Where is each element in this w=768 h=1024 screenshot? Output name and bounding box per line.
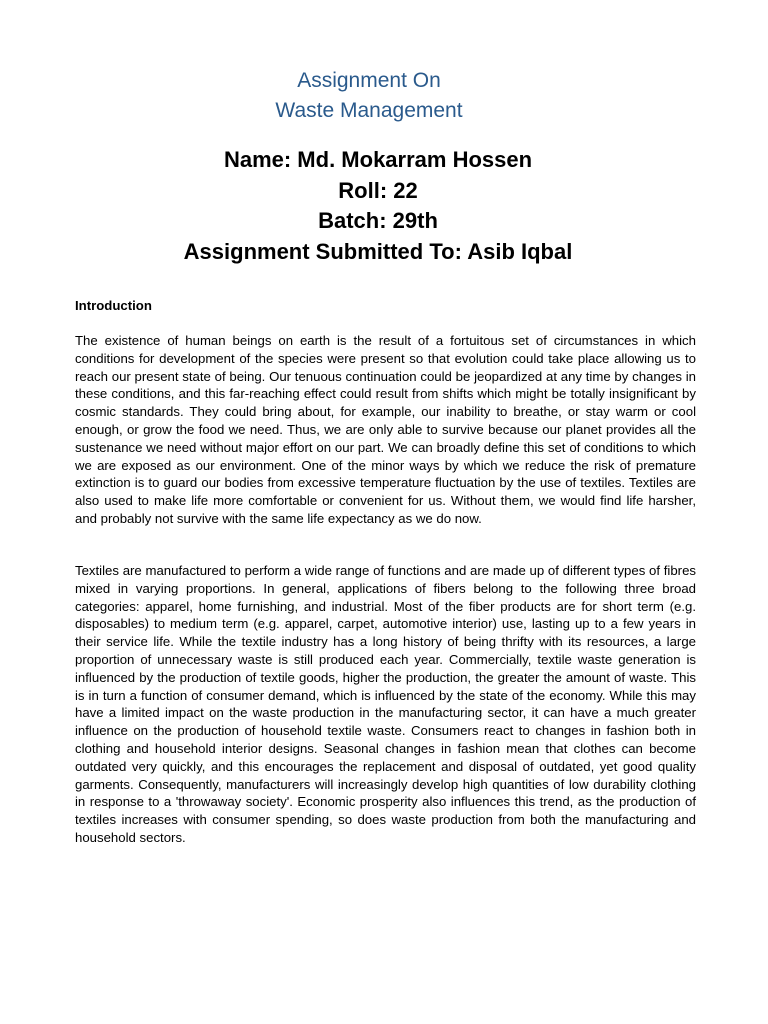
title-line-1: Assignment On — [297, 69, 441, 92]
title-line-2: Waste Management — [275, 99, 463, 122]
author-name: Name: Md. Mokarram Hossen — [223, 147, 533, 172]
paragraph-2: Textiles are manufactured to perform a wide range of functions and are made up of different types of fibres mixed in varying proportions. In general, applications of fibers belong to the following three broad categories: apparel, home furnishing, and industrial. Most of the fiber products are for short term (e.g. disposables) to medium term (e.g. apparel, carpet, automotive interior) use, lasting up to a few years in their service life. While the textile industry has a long history of being thrifty with its resources, a large proportion of unnecessary waste is still produced each year. Commercially, textile waste generation is influenced by the production of textile goods, higher the production, the greater the amount of waste. This is in turn a function of consumer demand, which is influenced by the state of the economy. While this may have a limited impact on the waste production in the manufacturing sector, it can have a much greater influence on the production of household textile waste. Consumers react to changes in fashion both in clothing and household interior designs. Seasonal changes in fashion mean that clothes can become outdated very quickly, and this encourages the replacement and disposal of outdated, yet good quality garments. Consequently, manufacturers will increasingly develop high quantities of low durability clothing in response to a 'throwaway society'. Economic prosperity also influences this trend, as the production of textiles increases with consumer spending, so does waste production from both the manufacturing and household sectors. — [75, 563, 696, 845]
document-title — [0, 66, 738, 126]
author-info — [0, 145, 756, 267]
submitted-to: Assignment Submitted To: Asib Iqbal — [183, 238, 573, 264]
roll-number: Roll: 22 — [338, 177, 418, 203]
section-heading: Introduction — [75, 298, 152, 313]
batch: Batch: 29th — [318, 208, 438, 233]
paragraph-1: The existence of human beings on earth is the result of a fortuitous set of circumstances in which conditions for development of the species were present so that evolution could take place allowing us to reach our present state of being. Our tenuous continuation could be jeopardized at any time by changes in these conditions, and this far-reaching effect could result from shifts which might be totally insignificant by cosmic standards. They could bring about, for example, our inability to breathe, or stay warm or cool enough, or grow the food we need. Thus, we are only able to survive because our planet provides all the sustenance we need without major effort on our part. We can broadly define this set of conditions to which we are exposed as our environment. One of the minor ways by which we reduce the risk of premature extinction is to guard our bodies from excessive temperature fluctuation by the use of textiles. Textiles are also used to make life more comfortable or convenient for us. Without them, we would find life harsher, and probably not survive with the same life expectancy as we do now. — [75, 333, 696, 526]
